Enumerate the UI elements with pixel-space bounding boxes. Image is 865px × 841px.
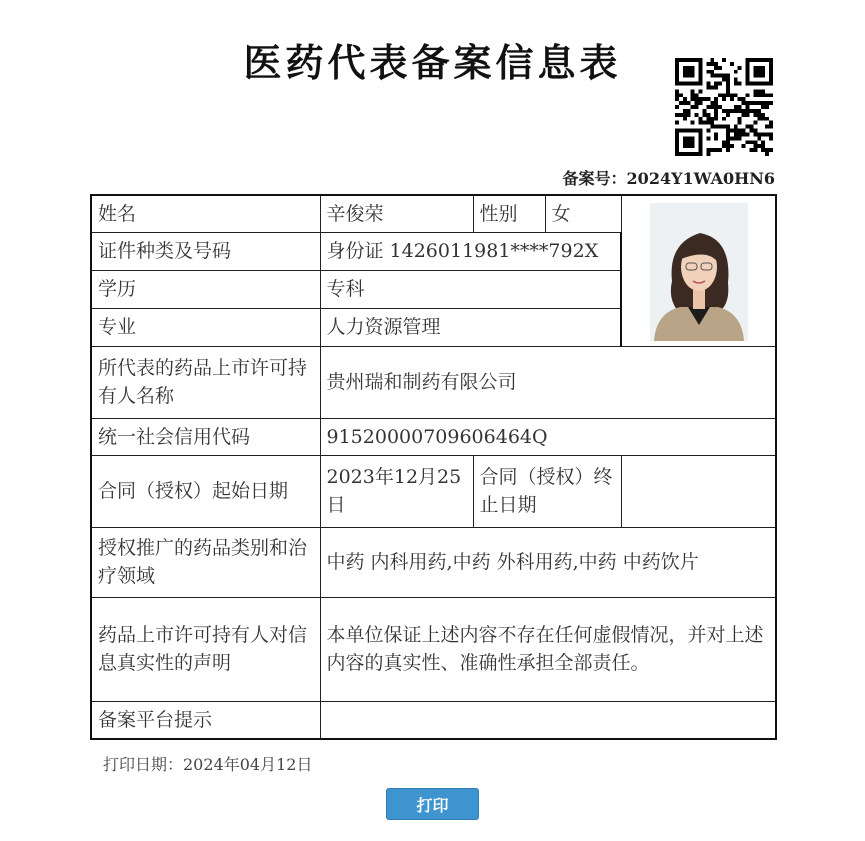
print-button[interactable]: 打印 (386, 788, 479, 820)
platform-tip-label: 备案平台提示 (91, 701, 320, 739)
holder-value: 贵州瑞和制药有限公司 (320, 346, 776, 418)
row-name (91, 195, 776, 232)
credit-code-value: 91520000709606464Q (320, 418, 776, 455)
photo-cell (621, 195, 776, 346)
major-value: 人力资源管理 (320, 308, 621, 346)
education-value: 专科 (320, 270, 621, 308)
name-label: 姓名 (91, 195, 320, 232)
row-categories (91, 527, 776, 597)
record-number-label: 备案号： (562, 169, 627, 188)
id-label: 证件种类及号码 (91, 232, 320, 270)
gender-value: 女 (545, 195, 621, 232)
qr-code-icon (675, 58, 773, 156)
row-platform-tip (91, 701, 776, 739)
contract-start-label: 合同（授权）起始日期 (91, 455, 320, 527)
record-number-value: 2024Y1WA0HN6 (626, 169, 775, 188)
gender-label: 性别 (473, 195, 545, 232)
record-number (563, 166, 775, 189)
categories-label: 授权推广的药品类别和治疗领域 (91, 527, 320, 597)
contract-start-value: 2023年12月25日 (320, 455, 473, 527)
person-photo (650, 203, 748, 341)
page-title: 医药代表备案信息表 (243, 40, 622, 85)
categories-value: 中药 内科用药,中药 外科用药,中药 中药饮片 (320, 527, 776, 597)
contract-end-value (621, 455, 776, 527)
name-value: 辛俊荣 (320, 195, 473, 232)
print-date: 打印日期：2024年04月12日 (103, 755, 313, 774)
row-contract (91, 455, 776, 527)
row-credit-code (91, 418, 776, 455)
row-holder (91, 346, 776, 418)
major-label: 专业 (91, 308, 320, 346)
credit-code-label: 统一社会信用代码 (91, 418, 320, 455)
statement-label: 药品上市许可持有人对信息真实性的声明 (91, 597, 320, 701)
row-statement (91, 597, 776, 701)
contract-end-label: 合同（授权）终止日期 (473, 455, 621, 527)
platform-tip-value (320, 701, 776, 739)
id-value: 身份证 1426011981****792X (320, 232, 621, 270)
info-table (90, 194, 777, 740)
statement-value: 本单位保证上述内容不存在任何虚假情况，并对上述内容的真实性、准确性承担全部责任。 (320, 597, 776, 701)
education-label: 学历 (91, 270, 320, 308)
holder-label: 所代表的药品上市许可持有人名称 (91, 346, 320, 418)
